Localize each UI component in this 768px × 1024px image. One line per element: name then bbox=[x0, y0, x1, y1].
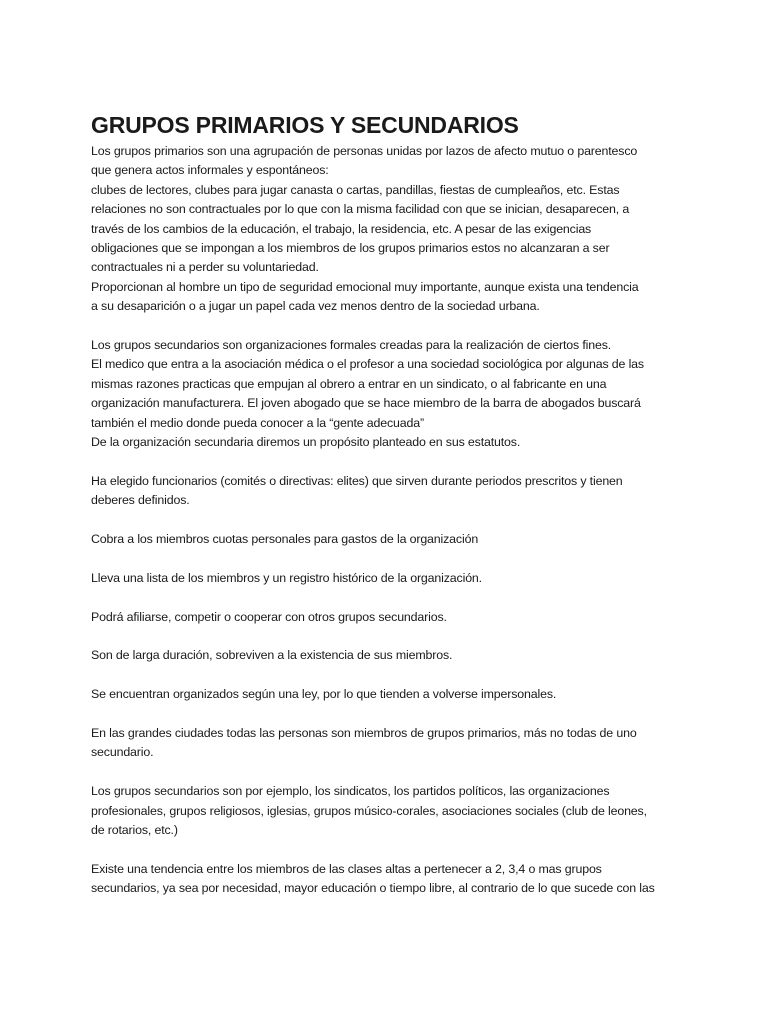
paragraph-spacer bbox=[91, 763, 691, 782]
paragraph-spacer bbox=[91, 452, 691, 471]
text-line: El medico que entra a la asociación médica o el profesor a una sociedad sociológica por algunas de las bbox=[91, 357, 644, 372]
paragraph-spacer bbox=[91, 317, 691, 336]
text-line: que genera actos informales y espontáneos: bbox=[91, 163, 329, 178]
paragraph-spacer bbox=[91, 549, 691, 568]
paragraph-spacer bbox=[91, 666, 691, 685]
text-line: también el medio donde pueda conocer a la “gente adecuada” bbox=[91, 415, 424, 430]
text-line: En las grandes ciudades todas las personas son miembros de grupos primarios, más no todas de uno bbox=[91, 726, 637, 741]
text-line: Existe una tendencia entre los miembros de las clases altas a pertenecer a 2, 3,4 o mas grupos bbox=[91, 861, 602, 876]
text-line: Son de larga duración, sobreviven a la existencia de sus miembros. bbox=[91, 648, 453, 663]
paragraph bbox=[91, 646, 691, 665]
text-line: Lleva una lista de los miembros y un registro histórico de la organización. bbox=[91, 570, 482, 585]
text-line: Los grupos secundarios son organizaciones formales creadas para la realización de ciertos fines. bbox=[91, 338, 612, 353]
text-line: obligaciones que se impongan a los miembros de los grupos primarios estos no alcanzaran a ser bbox=[91, 241, 610, 256]
text-line: de rotarios, etc.) bbox=[91, 823, 178, 838]
text-line: a su desaparición o a jugar un papel cada vez menos dentro de la sociedad urbana. bbox=[91, 299, 540, 314]
paragraph bbox=[91, 608, 691, 627]
text-line: relaciones no son contractuales por lo que con la misma facilidad con que se inician, desaparecen, a bbox=[91, 202, 630, 217]
text-line: secundario. bbox=[91, 745, 154, 760]
paragraph-list bbox=[91, 142, 691, 899]
paragraph bbox=[91, 724, 691, 763]
paragraph bbox=[91, 685, 691, 704]
paragraph-spacer bbox=[91, 511, 691, 530]
paragraph-spacer bbox=[91, 705, 691, 724]
document-title: GRUPOS PRIMARIOS Y SECUNDARIOS bbox=[91, 112, 519, 138]
text-line: clubes de lectores, clubes para jugar canasta o cartas, pandillas, fiestas de cumpleaños, etc. Estas bbox=[91, 182, 620, 197]
text-line: organización manufacturera. El joven abogado que se hace miembro de la barra de abogados buscará bbox=[91, 396, 641, 411]
paragraph-spacer bbox=[91, 840, 691, 859]
document-body bbox=[91, 110, 691, 899]
text-line: Ha elegido funcionarios (comités o directivas: elites) que sirven durante periodos prescritos y tienen bbox=[91, 473, 623, 488]
text-line: mismas razones practicas que empujan al obrero a entrar en un sindicato, o al fabricante en una bbox=[91, 376, 607, 391]
text-line: Cobra a los miembros cuotas personales para gastos de la organización bbox=[91, 532, 479, 547]
paragraph bbox=[91, 569, 691, 588]
paragraph bbox=[91, 860, 691, 899]
text-line: Podrá afiliarse, competir o cooperar con otros grupos secundarios. bbox=[91, 609, 447, 624]
text-line: profesionales, grupos religiosos, iglesias, grupos músico-corales, asociaciones sociales (club de leones, bbox=[91, 803, 647, 818]
text-line: deberes definidos. bbox=[91, 493, 190, 508]
paragraph-spacer bbox=[91, 588, 691, 607]
paragraph bbox=[91, 336, 691, 452]
text-line: secundarios, ya sea por necesidad, mayor educación o tiempo libre, al contrario de lo que sucede con las bbox=[91, 881, 655, 896]
text-line: Los grupos secundarios son por ejemplo, los sindicatos, los partidos políticos, las organizaciones bbox=[91, 784, 610, 799]
paragraph bbox=[91, 142, 691, 317]
text-line: contractuales ni a perder su voluntariedad. bbox=[91, 260, 319, 275]
paragraph bbox=[91, 782, 691, 840]
text-line: De la organización secundaria diremos un propósito planteado en sus estatutos. bbox=[91, 435, 521, 450]
paragraph-spacer bbox=[91, 627, 691, 646]
text-line: Proporcionan al hombre un tipo de seguridad emocional muy importante, aunque exista una tendencia bbox=[91, 279, 639, 294]
text-line: través de los cambios de la educación, el trabajo, la residencia, etc. A pesar de las exigencias bbox=[91, 221, 592, 236]
paragraph bbox=[91, 472, 691, 511]
paragraph bbox=[91, 530, 691, 549]
text-line: Los grupos primarios son una agrupación de personas unidas por lazos de afecto mutuo o parentesco bbox=[91, 144, 638, 158]
text-line: Se encuentran organizados según una ley, por lo que tienden a volverse impersonales. bbox=[91, 687, 557, 702]
